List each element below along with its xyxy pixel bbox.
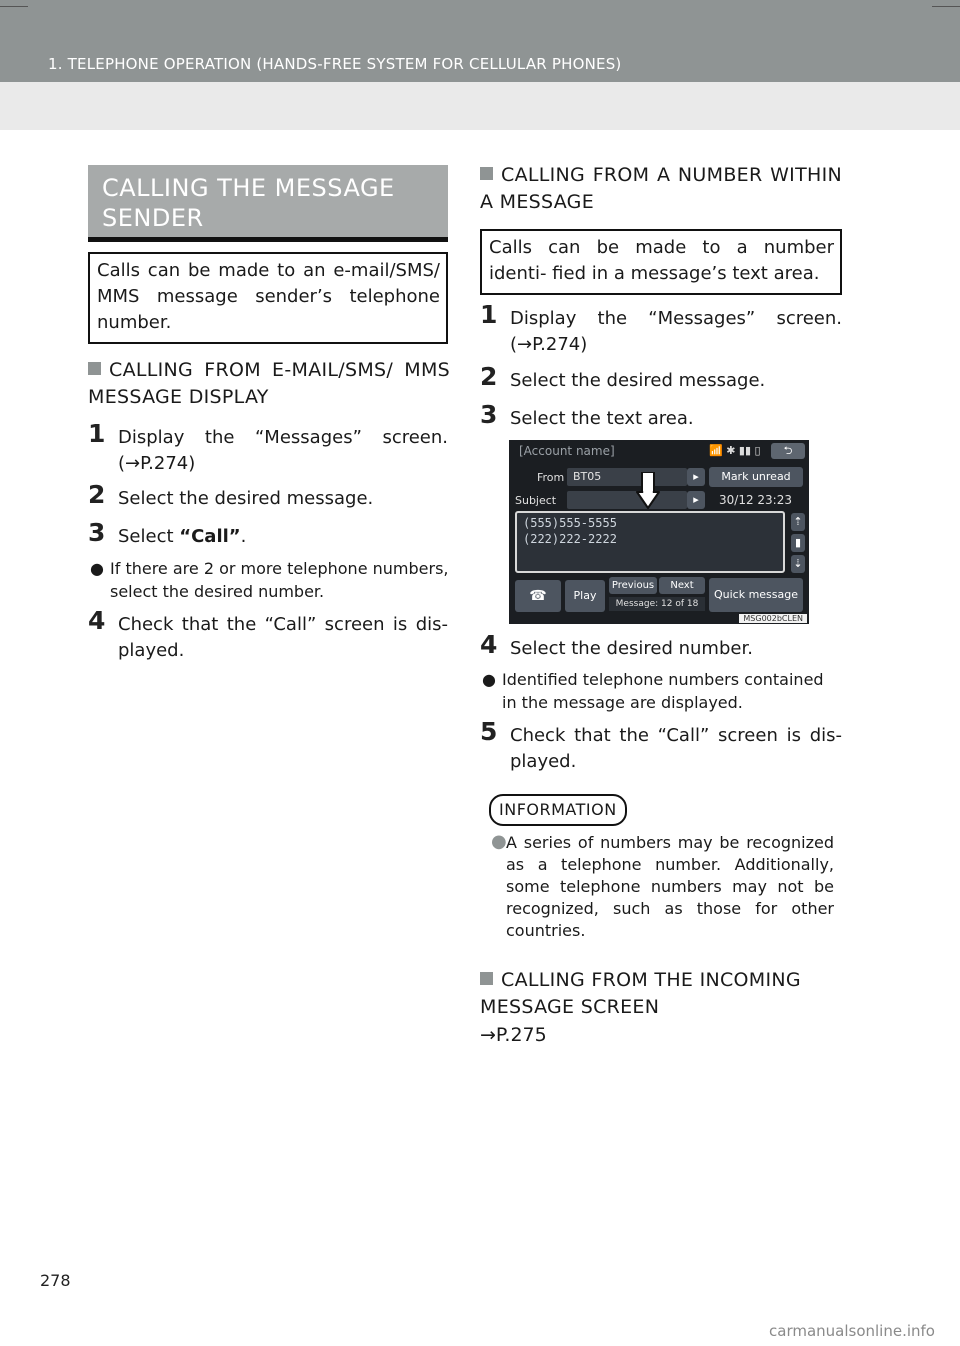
intro-text-right: Calls can be made to a number identi- fied in a message’s text area. xyxy=(489,237,834,284)
information-note xyxy=(489,832,834,942)
play-button[interactable]: Play xyxy=(565,580,605,612)
phone-number-2[interactable]: (222)222-2222 xyxy=(523,532,617,546)
phone-number-1[interactable]: (555)555-5555 xyxy=(523,516,617,530)
note-bullet xyxy=(90,557,450,603)
step-1-text: Display the “Messages” screen. (→P.274) xyxy=(118,427,448,474)
step-r3-text: Select the text area. xyxy=(510,408,694,429)
square-bullet-icon xyxy=(480,972,493,985)
step-4: 4 Check that the “Call” screen is dis- played. xyxy=(88,612,448,664)
subject-more-button[interactable]: ▸ xyxy=(687,491,705,509)
message-datetime: 30/12 23:23 xyxy=(719,493,792,507)
step-1: 1 Display the “Messages” screen. (→P.274) xyxy=(88,425,448,477)
subject-field xyxy=(567,491,687,509)
bullet-dot-icon: ● xyxy=(90,559,104,578)
figure-code: MSG002bCLEN xyxy=(739,614,807,623)
account-name-label: [Account name] xyxy=(519,444,615,458)
subheading-number-in-message: CALLING FROM A NUMBER WITHIN A MESSAGE xyxy=(480,164,842,213)
mark-unread-button[interactable]: Mark unread xyxy=(709,467,803,487)
note-bullet-right xyxy=(482,668,842,714)
step-r4-text: Select the desired number. xyxy=(510,638,753,659)
step-3: 3 Select “Call”. xyxy=(88,524,448,550)
quick-message-button[interactable]: Quick message xyxy=(709,578,803,612)
step-r1-text: Display the “Messages” screen. (→P.274) xyxy=(510,308,842,355)
call-button[interactable]: ☎ xyxy=(515,580,561,612)
square-bullet-icon xyxy=(480,167,493,180)
information-badge: INFORMATION xyxy=(489,794,627,826)
intro-text: Calls can be made to an e-mail/SMS/ MMS message sender’s telephone number. xyxy=(97,260,440,333)
square-bullet-icon xyxy=(88,362,101,375)
section-heading xyxy=(88,165,448,242)
step-4-text: Check that the “Call” screen is dis- played. xyxy=(118,614,448,661)
information-text: A series of numbers may be recognized as a telephone number. Additionally, some telephone numbers may not be recognized, such as those for other countries. xyxy=(506,833,834,940)
subject-label: Subject xyxy=(515,494,557,507)
section-title: CALLING THE MESSAGE SENDER xyxy=(102,174,395,232)
message-text-area[interactable] xyxy=(515,511,785,573)
step-r2: 2 Select the desired message. xyxy=(480,368,842,394)
next-button[interactable]: Next xyxy=(659,577,705,594)
page-number: 278 xyxy=(40,1271,71,1290)
from-more-button[interactable]: ▸ xyxy=(687,468,705,486)
step-3-text: Select “Call”. xyxy=(118,526,247,547)
bullet-dot-icon: ● xyxy=(482,670,496,689)
bullet-dot-icon: ● xyxy=(491,831,507,852)
subheading-email-display: CALLING FROM E-MAIL/SMS/ MMS MESSAGE DISPLAY xyxy=(88,359,450,408)
from-field: BT05 xyxy=(567,468,687,486)
scroll-bottom-button[interactable]: ⇣ xyxy=(791,555,805,573)
crop-mark-left xyxy=(0,0,28,7)
step-2-text: Select the desired message. xyxy=(118,488,374,509)
status-icons: 📶 ✱ ▮▮ ▯ xyxy=(709,444,761,457)
crop-mark-right xyxy=(932,0,960,7)
scroll-bar[interactable]: ▮ xyxy=(791,534,805,552)
step-r4: 4 Select the desired number. xyxy=(480,636,842,662)
messages-screen-image xyxy=(509,440,809,624)
note-text-right: Identified telephone numbers contained in the message are displayed. xyxy=(502,670,824,712)
header-bar xyxy=(0,0,960,82)
subheading-incoming-message: CALLING FROM THE INCOMING MESSAGE SCREEN xyxy=(480,969,801,1018)
watermark: carmanualsonline.info xyxy=(769,1322,935,1340)
intro-box xyxy=(88,252,448,344)
message-counter: Message: 12 of 18 xyxy=(609,597,705,611)
step-r5-text: Check that the “Call” screen is dis- played. xyxy=(510,725,842,772)
down-arrow-icon xyxy=(636,472,660,510)
from-label: From xyxy=(537,471,565,484)
scroll-top-button[interactable]: ⇡ xyxy=(791,513,805,531)
intro-box-right xyxy=(480,229,842,295)
back-button[interactable]: ⮌ xyxy=(771,443,805,459)
chapter-title: 1. TELEPHONE OPERATION (HANDS-FREE SYSTEM FOR CELLULAR PHONES) xyxy=(48,55,622,73)
step-r3: 3 Select the text area. xyxy=(480,406,842,432)
previous-button[interactable]: Previous xyxy=(609,577,657,594)
page-reference-link[interactable]: →P.275 xyxy=(480,1024,547,1046)
note-text: If there are 2 or more telephone numbers, select the desired number. xyxy=(110,559,449,601)
step-r2-text: Select the desired message. xyxy=(510,370,766,391)
step-r1: 1 Display the “Messages” screen. (→P.274) xyxy=(480,306,842,358)
step-2: 2 Select the desired message. xyxy=(88,486,448,512)
step-r5: 5 Check that the “Call” screen is dis- played. xyxy=(480,723,842,775)
